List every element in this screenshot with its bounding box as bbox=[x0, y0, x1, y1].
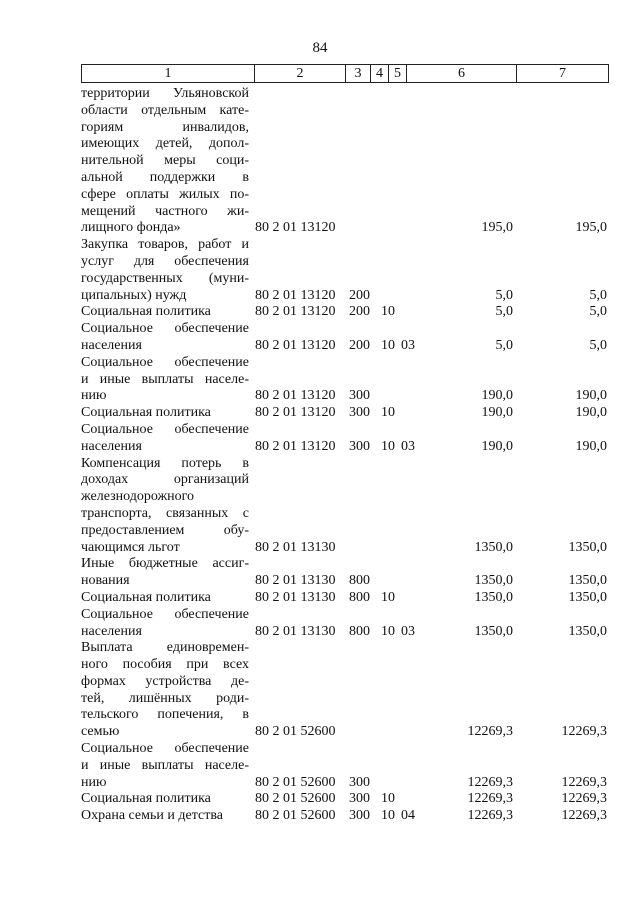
expense-type-code: 800 bbox=[349, 573, 370, 589]
amount-year-1: 5,0 bbox=[495, 304, 513, 320]
target-code: 80 2 01 13120 bbox=[255, 337, 336, 353]
target-code: 80 2 01 13120 bbox=[255, 388, 336, 404]
description-line: Социальная политика bbox=[81, 405, 211, 421]
amount-year-2: 12269,3 bbox=[561, 791, 607, 807]
description-line: Выплата единовремен- bbox=[81, 640, 249, 656]
row-description bbox=[81, 791, 249, 808]
row-description bbox=[81, 422, 249, 456]
table-row bbox=[81, 556, 609, 590]
description-line: нительной меры соци- bbox=[81, 153, 249, 169]
table-row bbox=[81, 607, 609, 641]
description-line: тельского попечения, в bbox=[81, 707, 249, 723]
expense-type-code: 200 bbox=[349, 337, 370, 353]
expense-type-code: 300 bbox=[349, 405, 370, 421]
amount-year-1: 12269,3 bbox=[467, 808, 513, 824]
description-line: и иные выплаты населе- bbox=[81, 757, 249, 773]
row-description bbox=[81, 607, 249, 641]
header-col-3: 3 bbox=[346, 65, 371, 82]
table-header bbox=[81, 64, 609, 83]
target-code: 80 2 01 52600 bbox=[255, 791, 336, 807]
section-code: 10 bbox=[381, 304, 395, 320]
table-row bbox=[81, 355, 609, 405]
description-line: населения bbox=[81, 337, 142, 353]
section-code: 10 bbox=[381, 405, 395, 421]
subsection-code: 03 bbox=[401, 438, 415, 454]
description-line: имеющих детей, допол- bbox=[81, 136, 249, 152]
description-line: услуг для обеспечения bbox=[81, 253, 249, 269]
row-description bbox=[81, 304, 249, 321]
table-row bbox=[81, 422, 609, 456]
description-line: чающимся льгот bbox=[81, 539, 180, 555]
section-code: 10 bbox=[381, 808, 395, 824]
description-line: населения bbox=[81, 438, 142, 454]
page-number: 84 bbox=[312, 40, 328, 56]
header-col-2: 2 bbox=[255, 65, 346, 82]
budget-table-body bbox=[81, 86, 609, 825]
header-col-7: 7 bbox=[559, 66, 566, 81]
table-row bbox=[81, 304, 609, 321]
amount-year-1: 195,0 bbox=[481, 220, 513, 236]
target-code: 80 2 01 13120 bbox=[255, 438, 336, 454]
table-row bbox=[81, 321, 609, 355]
amount-year-1: 1350,0 bbox=[474, 623, 513, 639]
expense-type-code: 200 bbox=[349, 304, 370, 320]
amount-year-1: 12269,3 bbox=[467, 791, 513, 807]
description-line: тей, лишённых роди- bbox=[81, 690, 249, 706]
header-col-4: 4 bbox=[371, 65, 389, 82]
expense-type-code: 300 bbox=[349, 438, 370, 454]
description-line: населения bbox=[81, 623, 142, 639]
row-description bbox=[81, 640, 249, 741]
row-description bbox=[81, 456, 249, 557]
target-code: 80 2 01 13130 bbox=[255, 589, 336, 605]
row-description bbox=[81, 590, 249, 607]
description-line: государственных (муни- bbox=[81, 270, 249, 286]
expense-type-code: 300 bbox=[349, 388, 370, 404]
row-description bbox=[81, 321, 249, 355]
section-code: 10 bbox=[381, 791, 395, 807]
subsection-code: 04 bbox=[401, 808, 415, 824]
amount-year-2: 1350,0 bbox=[568, 623, 607, 639]
description-line: доходах организаций bbox=[81, 472, 249, 488]
subsection-code: 03 bbox=[401, 337, 415, 353]
amount-year-2: 12269,3 bbox=[561, 774, 607, 790]
description-line: ципальных) нужд bbox=[81, 287, 187, 303]
target-code: 80 2 01 13130 bbox=[255, 573, 336, 589]
description-line: Социальное обеспечение bbox=[81, 741, 249, 757]
target-code: 80 2 01 13130 bbox=[255, 623, 336, 639]
amount-year-2: 190,0 bbox=[575, 438, 607, 454]
amount-year-1: 1350,0 bbox=[474, 573, 513, 589]
table-row bbox=[81, 456, 609, 557]
target-code: 80 2 01 13120 bbox=[255, 287, 336, 303]
table-row bbox=[81, 808, 609, 825]
description-line: Охрана семьи и детства bbox=[81, 808, 223, 824]
description-line: Компенсация потерь в bbox=[81, 455, 249, 471]
description-line: гориям инвалидов, bbox=[81, 119, 249, 135]
description-line: нию bbox=[81, 388, 107, 404]
target-code: 80 2 01 13130 bbox=[255, 539, 336, 555]
description-line: сфере оплаты жилых по- bbox=[81, 186, 249, 202]
section-code: 10 bbox=[381, 623, 395, 639]
target-code: 80 2 01 52600 bbox=[255, 808, 336, 824]
description-line: альной поддержки в bbox=[81, 169, 249, 185]
expense-type-code: 300 bbox=[349, 791, 370, 807]
description-line: Социальная политика bbox=[81, 304, 211, 320]
description-line: Социальное обеспечение bbox=[81, 321, 249, 337]
header-col-5: 5 bbox=[389, 65, 407, 82]
amount-year-1: 1350,0 bbox=[474, 539, 513, 555]
expense-type-code: 300 bbox=[349, 774, 370, 790]
description-line: нования bbox=[81, 573, 130, 589]
description-line: Социальное обеспечение bbox=[81, 421, 249, 437]
amount-year-1: 190,0 bbox=[481, 405, 513, 421]
description-line: Закупка товаров, работ и bbox=[81, 237, 249, 253]
amount-year-1: 190,0 bbox=[481, 438, 513, 454]
expense-type-code: 800 bbox=[349, 623, 370, 639]
section-code: 10 bbox=[381, 438, 395, 454]
amount-year-2: 5,0 bbox=[589, 337, 607, 353]
row-description bbox=[81, 808, 249, 825]
amount-year-2: 190,0 bbox=[575, 405, 607, 421]
expense-type-code: 300 bbox=[349, 808, 370, 824]
table-row bbox=[81, 590, 609, 607]
row-description bbox=[81, 237, 249, 304]
description-line: Иные бюджетные ассиг- bbox=[81, 556, 249, 572]
description-line: предоставлением обу- bbox=[81, 522, 249, 538]
amount-year-2: 5,0 bbox=[589, 304, 607, 320]
amount-year-2: 1350,0 bbox=[568, 539, 607, 555]
amount-year-2: 1350,0 bbox=[568, 589, 607, 605]
amount-year-1: 5,0 bbox=[495, 337, 513, 353]
target-code: 80 2 01 13120 bbox=[255, 220, 336, 236]
header-col-1: 1 bbox=[82, 65, 255, 82]
table-row bbox=[81, 405, 609, 422]
amount-year-2: 190,0 bbox=[575, 388, 607, 404]
target-code: 80 2 01 52600 bbox=[255, 774, 336, 790]
description-line: и иные выплаты населе- bbox=[81, 371, 249, 387]
description-line: территории Ульяновской bbox=[81, 86, 249, 101]
amount-year-1: 5,0 bbox=[495, 287, 513, 303]
row-description bbox=[81, 86, 249, 237]
table-row bbox=[81, 640, 609, 741]
amount-year-1: 12269,3 bbox=[467, 724, 513, 740]
amount-year-2: 12269,3 bbox=[561, 808, 607, 824]
amount-year-1: 12269,3 bbox=[467, 774, 513, 790]
target-code: 80 2 01 13120 bbox=[255, 405, 336, 421]
target-code: 80 2 01 13120 bbox=[255, 304, 336, 320]
description-line: Социальная политика bbox=[81, 589, 211, 605]
description-line: Социальное обеспечение bbox=[81, 354, 249, 370]
table-row bbox=[81, 741, 609, 791]
table-row bbox=[81, 237, 609, 304]
description-line: нию bbox=[81, 774, 107, 790]
section-code: 10 bbox=[381, 589, 395, 605]
amount-year-2: 5,0 bbox=[589, 287, 607, 303]
amount-year-1: 1350,0 bbox=[474, 589, 513, 605]
description-line: лищного фонда» bbox=[81, 220, 181, 236]
target-code: 80 2 01 52600 bbox=[255, 724, 336, 740]
section-code: 10 bbox=[381, 337, 395, 353]
row-description bbox=[81, 741, 249, 791]
expense-type-code: 800 bbox=[349, 589, 370, 605]
description-line: мещений частного жи- bbox=[81, 203, 249, 219]
description-line: формах устройства де- bbox=[81, 673, 249, 689]
description-line: транспорта, связанных с bbox=[81, 505, 249, 521]
amount-year-2: 12269,3 bbox=[561, 724, 607, 740]
subsection-code: 03 bbox=[401, 623, 415, 639]
table-row bbox=[81, 791, 609, 808]
row-description bbox=[81, 405, 249, 422]
row-description bbox=[81, 355, 249, 405]
amount-year-2: 195,0 bbox=[575, 220, 607, 236]
amount-year-1: 190,0 bbox=[481, 388, 513, 404]
amount-year-2: 1350,0 bbox=[568, 573, 607, 589]
header-col-6: 6 bbox=[407, 65, 517, 82]
expense-type-code: 200 bbox=[349, 287, 370, 303]
description-line: Социальное обеспечение bbox=[81, 606, 249, 622]
description-line: железнодорожного bbox=[81, 489, 195, 505]
description-line: области отдельным кате- bbox=[81, 102, 249, 118]
row-description bbox=[81, 556, 249, 590]
description-line: Социальная политика bbox=[81, 791, 211, 807]
table-row bbox=[81, 86, 609, 237]
description-line: ного пособия при всех bbox=[81, 657, 249, 673]
description-line: семью bbox=[81, 724, 120, 740]
